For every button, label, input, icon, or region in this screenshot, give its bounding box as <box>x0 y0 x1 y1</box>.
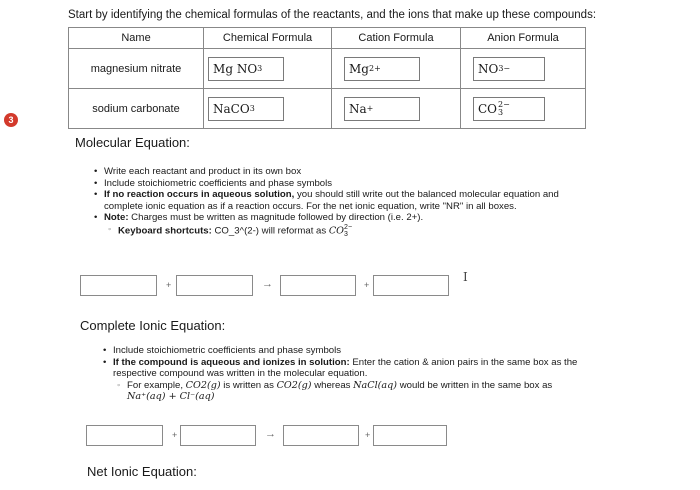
header-cation-formula: Cation Formula <box>332 28 461 49</box>
reaction-arrow: → <box>265 428 276 440</box>
text-cursor-icon: I <box>463 270 468 284</box>
reactant-table <box>68 27 586 129</box>
ionic-product-2-input[interactable] <box>373 425 447 446</box>
molecular-instructions <box>94 166 564 238</box>
header-name: Name <box>69 28 204 49</box>
reaction-arrow: → <box>262 278 273 290</box>
plus-sign: + <box>172 430 178 440</box>
molecular-reactant-2-input[interactable] <box>176 275 253 296</box>
list-item: • Note: Charges must be written as magnitude followed by direction (i.e. 2+). <box>94 212 564 224</box>
table-row <box>69 49 586 89</box>
anion-input-magnesium-nitrate[interactable]: NO 3− <box>473 57 545 81</box>
molecular-product-1-input[interactable] <box>280 275 356 296</box>
step-badge: 3 <box>4 113 18 127</box>
molecular-reactant-1-input[interactable] <box>80 275 157 296</box>
list-item: • If no reaction occurs in aqueous solution, you should still write out the balanced molecular equation and complete ionic equation as if a reaction occurs. For the net ionic equation, write "NR" in all boxes. <box>94 189 564 212</box>
list-item: • Include stoichiometric coefficients and phase symbols <box>103 345 583 357</box>
shortcut-hint: ◦ Keyboard shortcuts: CO_3^(2-) will reformat as CO 2− 3 <box>94 224 564 238</box>
list-item: • Write each reactant and product in its own box <box>94 166 564 178</box>
ionic-reactant-2-input[interactable] <box>180 425 256 446</box>
compound-name: magnesium nitrate <box>69 49 204 89</box>
list-item: • Include stoichiometric coefficients and phase symbols <box>94 178 564 190</box>
ionic-instructions <box>103 345 583 403</box>
ionic-heading: Complete Ionic Equation: <box>80 318 226 333</box>
ionic-reactant-1-input[interactable] <box>86 425 163 446</box>
compound-name: sodium carbonate <box>69 89 204 129</box>
header-anion-formula: Anion Formula <box>461 28 586 49</box>
molecular-heading: Molecular Equation: <box>75 135 190 150</box>
plus-sign: + <box>166 280 172 290</box>
plus-sign: + <box>364 280 370 290</box>
net-ionic-heading: Net Ionic Equation: <box>87 464 197 479</box>
header-chemical-formula: Chemical Formula <box>204 28 332 49</box>
cation-input-magnesium-nitrate[interactable]: Mg 2+ <box>344 57 420 81</box>
plus-sign: + <box>365 430 371 440</box>
cation-input-sodium-carbonate[interactable]: Na + <box>344 97 420 121</box>
formula-input-sodium-carbonate[interactable]: NaCO 3 <box>208 97 284 121</box>
list-item: • If the compound is aqueous and ionizes in solution: Enter the cation & anion pairs in the same box as the respective compound was written in the molecular equation. <box>103 357 583 380</box>
table-row <box>69 89 586 129</box>
intro-text: Start by identifying the chemical formulas of the reactants, and the ions that make up these compounds: <box>68 9 597 21</box>
molecular-product-2-input[interactable] <box>373 275 449 296</box>
anion-input-sodium-carbonate[interactable]: CO 2− 3 <box>473 97 545 121</box>
example-hint: ◦ For example, CO2(g) is written as CO2(g) whereas NaCl(aq) would be written in the same box as Na⁺(aq) + Cl⁻(aq) <box>103 380 583 403</box>
ionic-product-1-input[interactable] <box>283 425 359 446</box>
formula-input-magnesium-nitrate[interactable]: Mg NO 3 <box>208 57 284 81</box>
